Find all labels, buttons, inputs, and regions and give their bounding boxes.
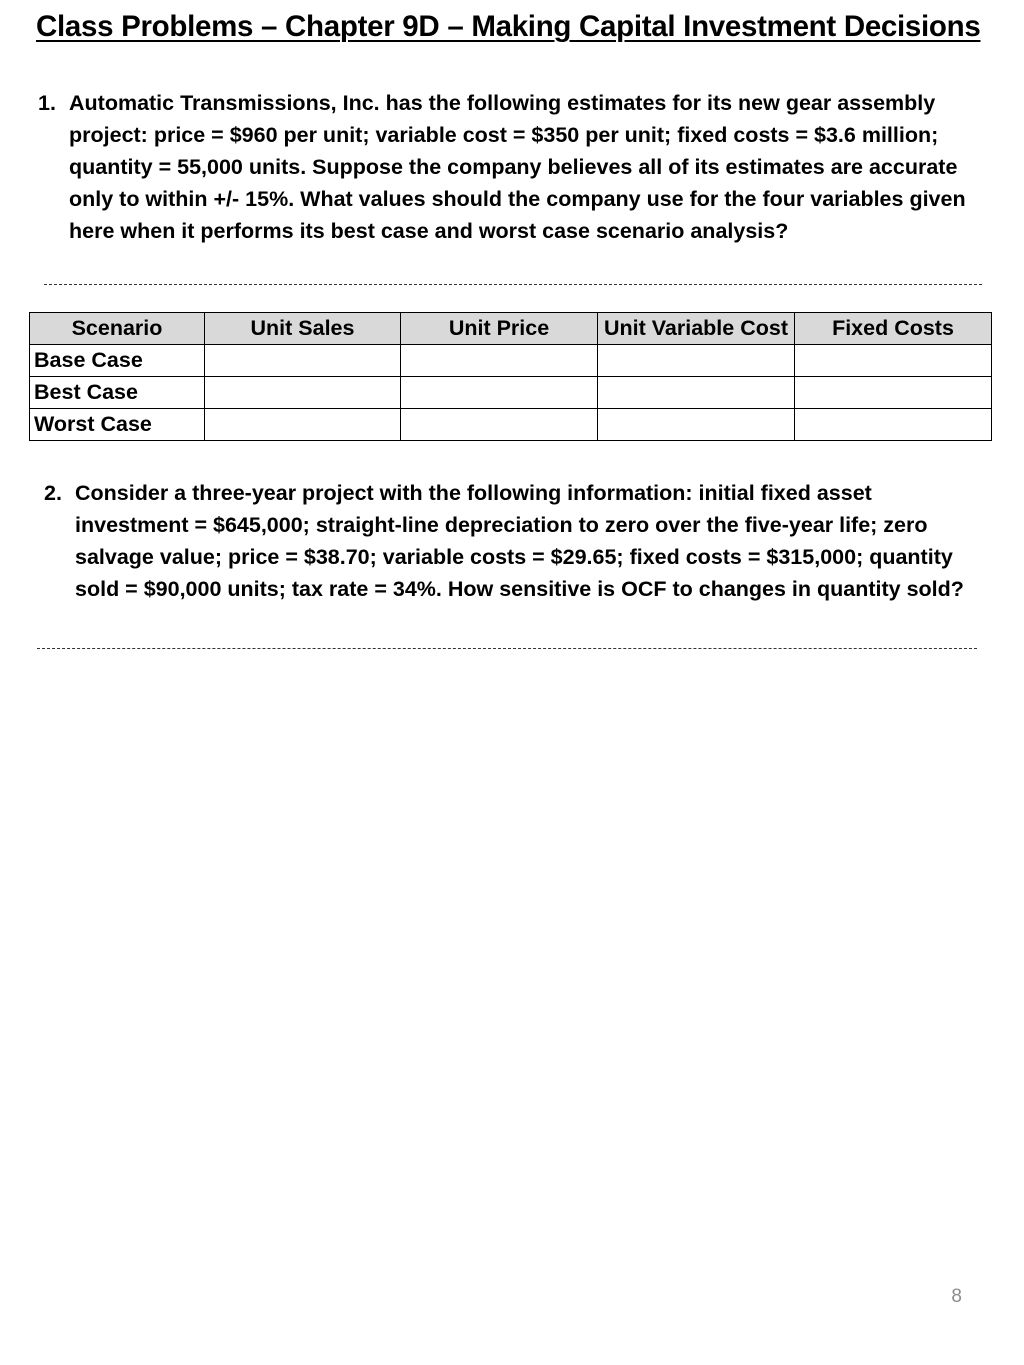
cell-base-unit-variable-cost[interactable] [598,345,795,377]
cell-best-unit-variable-cost[interactable] [598,377,795,409]
problem-1 [38,87,988,247]
row-label-best-case: Best Case [30,377,205,409]
header-unit-sales: Unit Sales [205,313,401,345]
header-unit-variable-cost: Unit Variable Cost [598,313,795,345]
cell-base-unit-price[interactable] [401,345,598,377]
cell-worst-unit-sales[interactable] [205,409,401,441]
table-row-best-case [30,377,992,409]
row-label-base-case: Base Case [30,345,205,377]
cell-worst-unit-price[interactable] [401,409,598,441]
page-title: Class Problems – Chapter 9D – Making Capital Investment Decisions [36,10,981,43]
table-row-base-case [30,345,992,377]
cell-best-fixed-costs[interactable] [795,377,992,409]
table-row-worst-case [30,409,992,441]
header-unit-price: Unit Price [401,313,598,345]
dashed-divider-1 [44,284,982,285]
problem-1-number: 1. [38,91,56,115]
header-scenario: Scenario [30,313,205,345]
scenario-table [29,312,992,441]
dashed-divider-2 [37,648,977,649]
cell-worst-unit-variable-cost[interactable] [598,409,795,441]
cell-base-fixed-costs[interactable] [795,345,992,377]
problem-2-text: Consider a three-year project with the following information: initial fixed asset investment = $645,000; straight-line depreciation to zero over the five-year life; zero salvage value; price = $38.70; variable costs = $29.65; fixed costs = $315,000; quantity sold = $90,000 units; tax rate = 34%. How sensitive is OCF to changes in quantity sold? [75,481,964,601]
cell-best-unit-price[interactable] [401,377,598,409]
problem-2-number: 2. [44,481,62,505]
page-number: 8 [951,1286,962,1307]
cell-best-unit-sales[interactable] [205,377,401,409]
row-label-worst-case: Worst Case [30,409,205,441]
table-header-row [30,313,992,345]
problem-2 [44,477,984,605]
cell-base-unit-sales[interactable] [205,345,401,377]
cell-worst-fixed-costs[interactable] [795,409,992,441]
problem-1-text: Automatic Transmissions, Inc. has the following estimates for its new gear assembly project: price = $960 per unit; variable cost = $350 per unit; fixed costs = $3.6 million; quantity = 55,000 units. Suppose the company believes all of its estimates are accurate only to within +/- 15%. What values should the company use for the four variables given here when it performs its best case and worst case scenario analysis? [69,91,966,243]
header-fixed-costs: Fixed Costs [795,313,992,345]
